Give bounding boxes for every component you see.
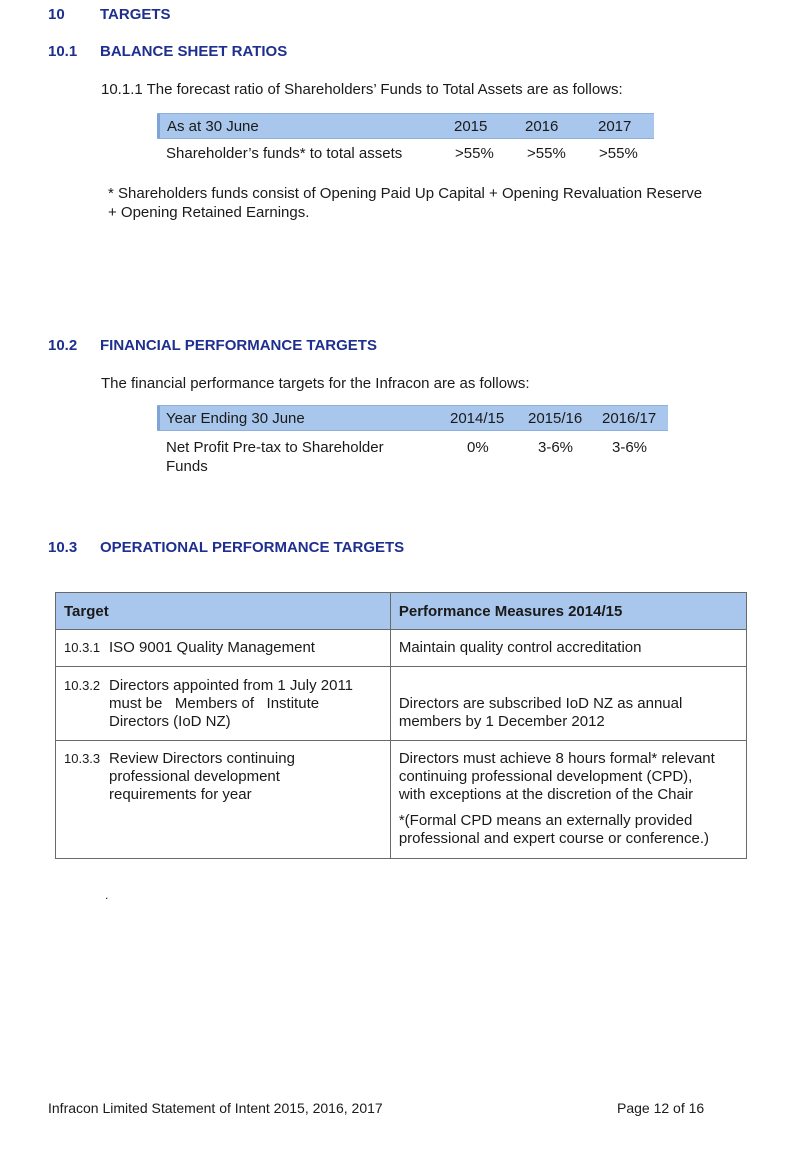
row-label-line: Funds — [166, 458, 208, 475]
section-number: 10 — [48, 6, 65, 23]
header-cell: 2015/16 — [528, 410, 583, 427]
note-line: + Opening Retained Earnings. — [108, 204, 310, 221]
operational-targets-table — [55, 592, 747, 859]
footer-page-number: Page 12 of 16 — [617, 1100, 705, 1116]
section-title: BALANCE SHEET RATIOS — [100, 43, 288, 60]
target-number: 10.3.1 — [64, 640, 101, 655]
section-number: 10.1 — [48, 43, 78, 60]
target-text-line: Directors (IoD NZ) — [109, 713, 231, 730]
row-value: >55% — [527, 145, 566, 162]
table-row — [56, 741, 747, 859]
target-text-line: Directors appointed from 1 July 2011 — [109, 677, 354, 694]
header-cell: 2016 — [525, 118, 559, 135]
header-cell: As at 30 June — [167, 118, 259, 135]
row-label-line: Net Profit Pre-tax to Shareholder — [166, 439, 384, 456]
header-target: Target — [56, 593, 391, 630]
header-cell: 2015 — [454, 118, 488, 135]
balance-sheet-intro: 10.1.1 The forecast ratio of Shareholders’ Funds to Total Assets are as follows: — [101, 81, 623, 98]
target-number: 10.3.3 — [64, 751, 101, 766]
section-title: TARGETS — [100, 6, 171, 23]
financial-intro: The financial performance targets for the Infracon are as follows: — [101, 375, 530, 392]
target-text: ISO 9001 Quality Management — [109, 639, 315, 656]
header-cell: 2017 — [598, 118, 632, 135]
target-number: 10.3.2 — [64, 678, 101, 693]
section-number: 10.2 — [48, 337, 78, 354]
shareholders-funds-note — [108, 184, 702, 222]
table-header-row — [56, 593, 747, 630]
measure-text-line: Directors are subscribed IoD NZ as annual — [398, 695, 683, 712]
table-row — [56, 630, 747, 667]
note-line: * Shareholders funds consist of Opening Paid Up Capital + Opening Revaluation Reserve — [108, 185, 703, 202]
section-title: FINANCIAL PERFORMANCE TARGETS — [100, 337, 377, 354]
balance-table-header — [157, 113, 654, 139]
row-value: >55% — [455, 145, 494, 162]
target-text-line: professional development — [109, 768, 280, 785]
section-number: 10.3 — [48, 539, 78, 556]
financial-table-row — [157, 438, 668, 478]
row-value: 3-6% — [612, 439, 648, 456]
header-measures: Performance Measures 2014/15 — [390, 593, 746, 630]
target-text-line: requirements for year — [109, 786, 252, 803]
header-cell: Year Ending 30 June — [166, 410, 305, 427]
target-text-line: must be Members of Institute — [109, 695, 320, 712]
row-label: Shareholder’s funds* to total assets — [166, 145, 403, 162]
measure-note-line: professional and expert course or conference.) — [398, 830, 710, 847]
measure-text-line: Directors must achieve 8 hours formal* relevant — [398, 750, 715, 767]
row-label — [166, 438, 384, 476]
measure-note-line: *(Formal CPD means an externally provided — [398, 812, 693, 829]
footer-document-title: Infracon Limited Statement of Intent 2015, 2016, 2017 — [48, 1100, 383, 1116]
balance-table-row — [157, 145, 654, 167]
measure-text-line: continuing professional development (CPD), — [398, 768, 693, 785]
measure-text: Maintain quality control accreditation — [398, 639, 642, 656]
row-value: 3-6% — [538, 439, 574, 456]
financial-table-header — [157, 405, 668, 431]
measure-text-line: members by 1 December 2012 — [398, 713, 605, 730]
header-cell: 2014/15 — [450, 410, 505, 427]
target-text-line: Review Directors continuing — [109, 750, 295, 767]
row-value: >55% — [599, 145, 638, 162]
section-title: OPERATIONAL PERFORMANCE TARGETS — [100, 539, 405, 556]
row-value: 0% — [467, 439, 489, 456]
stray-mark: . — [105, 888, 109, 902]
table-row — [56, 667, 747, 741]
header-cell: 2016/17 — [602, 410, 657, 427]
measure-text-line: with exceptions at the discretion of the Chair — [398, 786, 694, 803]
